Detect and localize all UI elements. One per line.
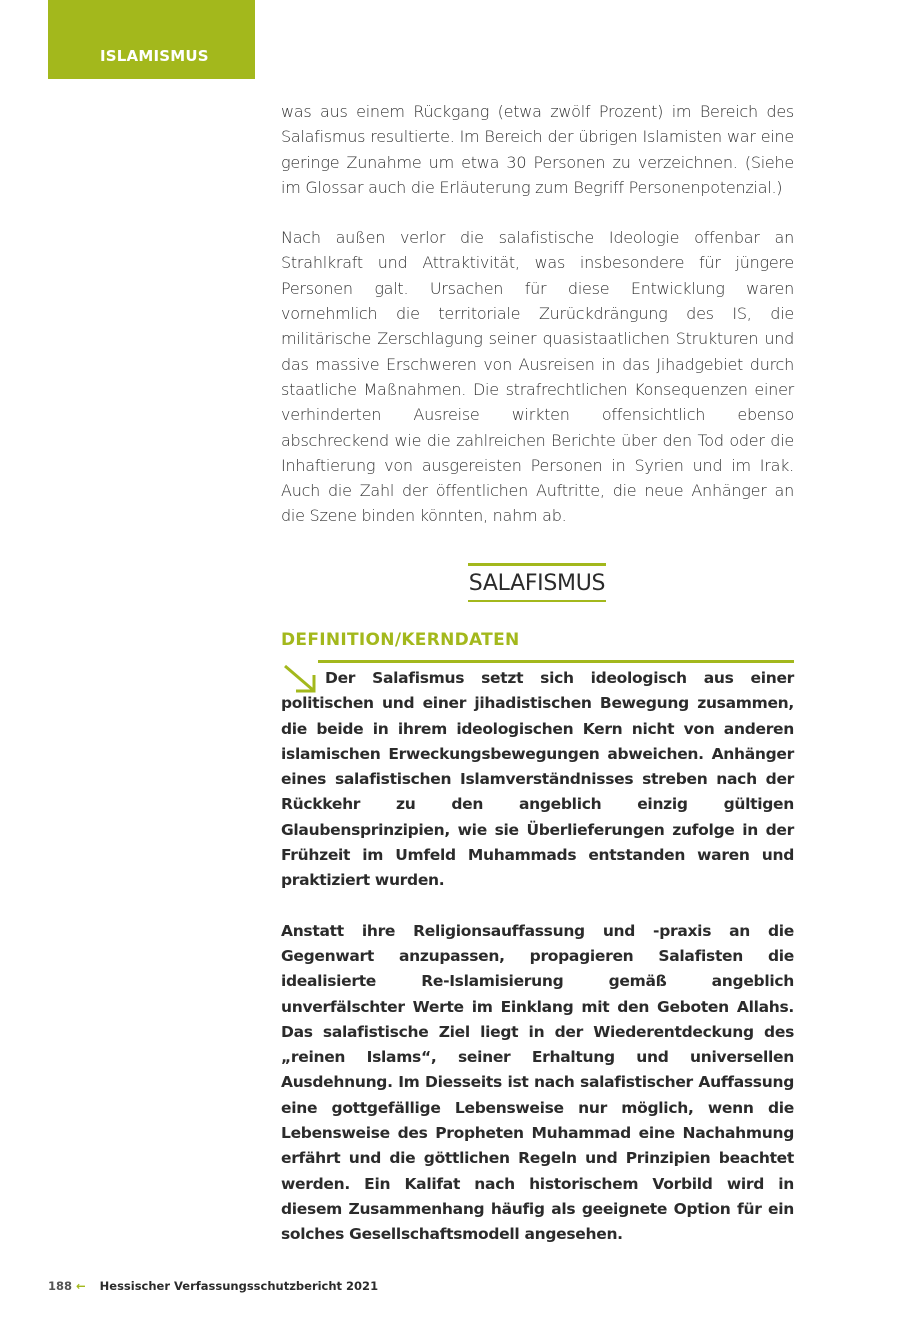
- definition-rule: [318, 660, 794, 663]
- back-arrow-icon[interactable]: ←: [76, 1279, 86, 1293]
- report-title: Hessischer Verfassungsschutzbericht 2021: [99, 1279, 379, 1293]
- definition-box: [281, 666, 794, 1248]
- intro-paragraph: Nach außen verlor die salafistische Ideologie offenbar an Strahlkraft und Attraktivität, was insbesondere für jüngere Personen galt. Ursachen für diese Entwicklung waren vornehmlich die territoriale Zurückdrängung des IS, die militärische Zerschlagung seiner quasistaatlichen Strukturen und das massive Erschweren von Ausreisen in das Jihadgebiet durch staatliche Maßnahmen. Die strafrechtlichen Konsequenzen einer verhinderten Ausreise wirkten offensichtlich ebenso abschreckend wie die zahlreichen Berichte über den Tod oder die Inhaftierung von ausgereisten Personen in Syrien und im Irak. Auch die Zahl der öffentlichen Auftritte, die neue Anhänger an die Szene binden könnten, nahm ab.: [281, 228, 794, 526]
- definition-paragraph: Der Salafismus setzt sich ideologisch aus einer politischen und einer jihadistischen Bewegung zusammen, die beide in ihrem ideologischen Kern nicht von anderen islamischen Erweckungsbewegungen abweichen. Anhänger eines salafistischen Islamverständnisses streben nach der Rückkehr zu den angeblich einzig gültigen Glaubensprinzipien, wie sie Überlieferungen zufolge in der Frühzeit im Umfeld Muhammads entstanden waren und praktiziert wurden.: [281, 669, 794, 890]
- section-title-text: SALAFISMUS: [468, 571, 606, 596]
- section-tag: ISLAMISMUS: [48, 0, 255, 79]
- intro-text: [281, 99, 794, 529]
- page-number: 188: [48, 1279, 73, 1293]
- definition-paragraph: Anstatt ihre Religionsauffassung und -praxis an die Gegenwart anzupassen, propagieren Salafisten die idealisierte Re-Islamisierung gemäß angeblich unverfälschter Werte im Einklang mit den Geboten Allahs. Das salafistische Ziel liegt in der Wiederentdeckung des „reinen Islams“, seiner Erhaltung und universellen Ausdehnung. Im Diesseits ist nach salafistischer Auffassung eine gottgefällige Lebensweise nur möglich, wenn die Lebensweise des Propheten Muhammad eine Nachahmung erfährt und die göttlichen Regeln und Prinzipien beachtet werden. Ein Kalifat nach historischem Vorbild wird in diesem Zusammenhang häufig als geeignete Option für ein solches Gesellschaftsmodell angesehen.: [281, 921, 794, 1244]
- section-title: [468, 563, 606, 602]
- intro-paragraph: was aus einem Rückgang (etwa zwölf Prozent) im Bereich des Salafismus resultierte. Im Bereich der übrigen Islamisten war eine geringe Zunahme um etwa 30 Personen zu verzeichnen. (Siehe im Glossar auch die Erläuterung zum Begriff Personenpotenzial.): [281, 102, 794, 197]
- definition-heading: DEFINITION/KERNDATEN: [281, 630, 520, 650]
- page-footer: [48, 1279, 378, 1293]
- title-rule-bottom: [468, 600, 606, 602]
